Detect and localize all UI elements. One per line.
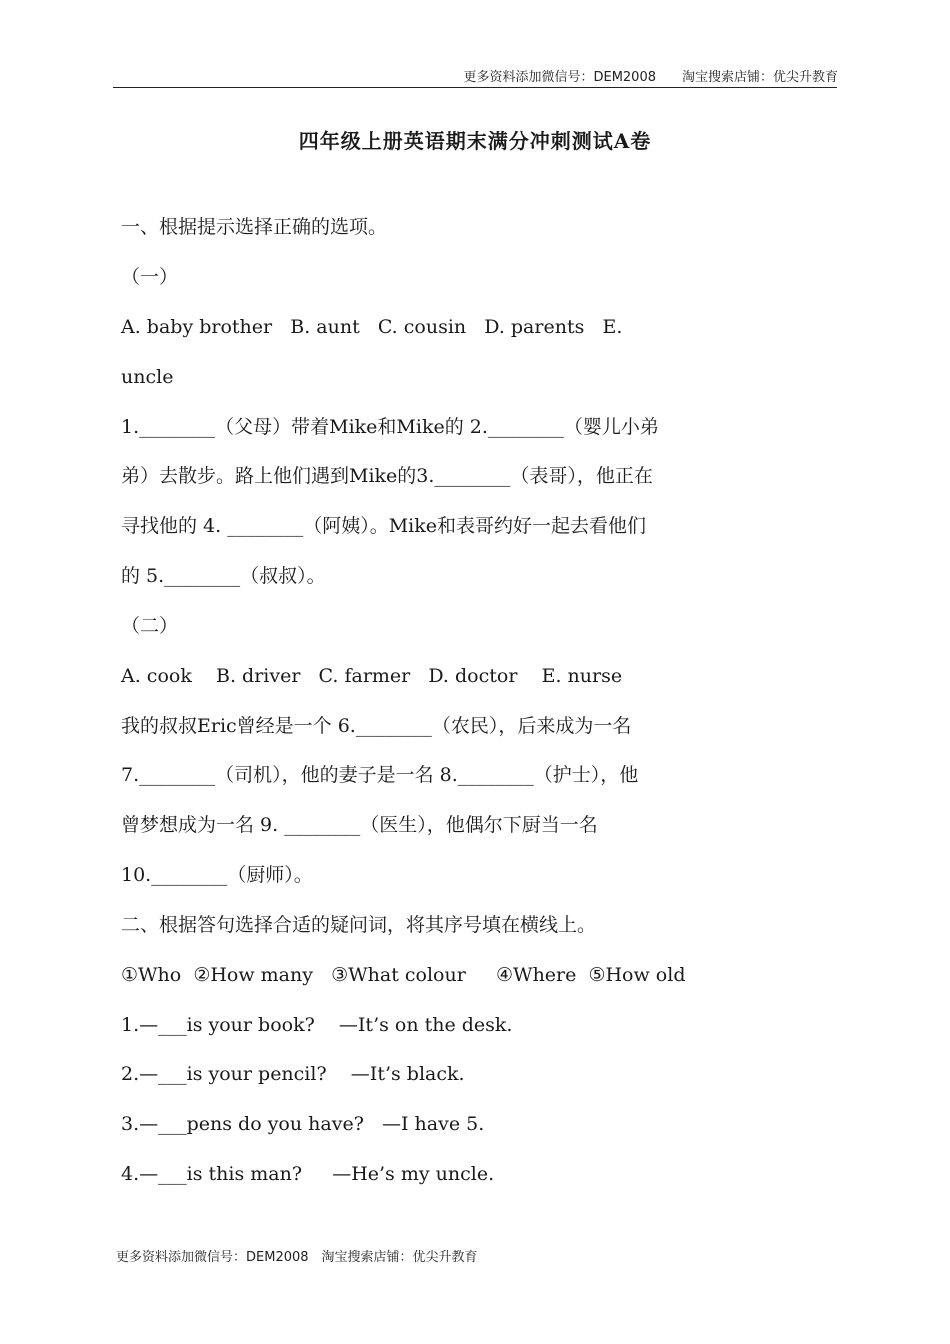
part-1-options-cont: uncle	[121, 366, 174, 388]
question-item: 2.—___is your pencil? —It’s black.	[121, 1063, 465, 1085]
passage-1-line: 的 5.________（叔叔）。	[121, 565, 326, 587]
passage-2-line: 我的叔叔Eric曾经是一个 6.________（农民），后来成为一名	[121, 715, 632, 737]
document-title: 四年级上册英语期末满分冲刺测试A卷	[298, 129, 652, 153]
passage-2-line: 10.________（厨师）。	[121, 864, 313, 886]
part-2-options: A. cook B. driver C. farmer D. doctor E. nurse	[121, 665, 623, 687]
question-item: 1.—___is your book? —It’s on the desk.	[121, 1014, 513, 1036]
passage-2-line: 曾梦想成为一名 9. ________（医生），他偶尔下厨当一名	[121, 814, 598, 836]
question-item: 3.—___pens do you have? —I have 5.	[121, 1113, 485, 1135]
part-1-label: （一）	[121, 266, 179, 288]
passage-2-line: 7.________（司机），他的妻子是一名 8.________（护士），他	[121, 764, 639, 786]
section-1-heading: 一、根据提示选择正确的选项。	[121, 216, 388, 238]
question-word-options: ①Who ②How many ③What colour ④Where ⑤How old	[121, 964, 686, 986]
page-header: 更多资料添加微信号：DEM2008 淘宝搜索店铺：优尖升教育	[463, 70, 838, 85]
passage-1-line: 1.________（父母）带着Mike和Mike的 2.________（婴儿小弟	[121, 416, 659, 438]
header-divider	[113, 87, 837, 88]
part-2-label: （二）	[121, 615, 179, 637]
part-1-options: A. baby brother B. aunt C. cousin D. parents E.	[121, 316, 623, 338]
question-item: 4.—___is this man? —He’s my uncle.	[121, 1163, 495, 1185]
passage-1-line: 弟）去散步。路上他们遇到Mike的3.________（表哥），他正在	[121, 465, 653, 487]
passage-1-line: 寻找他的 4. ________（阿姨）。Mike和表哥约好一起去看他们	[121, 515, 646, 537]
page-footer: 更多资料添加微信号：DEM2008 淘宝搜索店铺：优尖升教育	[116, 1250, 478, 1265]
section-2-heading: 二、根据答句选择合适的疑问词，将其序号填在横线上。	[121, 914, 597, 936]
